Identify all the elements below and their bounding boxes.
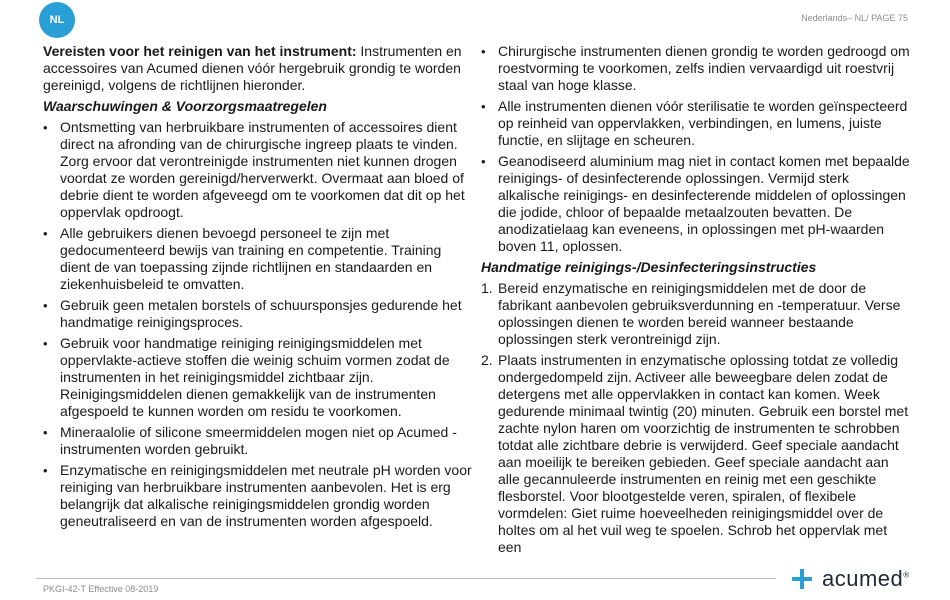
warning-item: • Mineraalolie of silicone smeermiddelen mogen niet op Acumed -instrumenten worden gebruikt. [43, 424, 473, 458]
plus-icon [790, 567, 814, 591]
step-number: 2. [481, 352, 493, 368]
left-column [43, 43, 473, 534]
step-text: Bereid enzymatische en reinigingsmiddelen met de door de fabrikant aanbevolen gebruiksverdunning en -temperatuur. Verse oplossingen dienen te worden bereid wanneer bestaande oplossingen sterk verontreinigd zijn. [498, 280, 901, 347]
logo-text: acumed® [822, 566, 910, 591]
warning-item: • Alle gebruikers dienen bevoegd personeel te zijn met gedocumenteerd bewijs van training en competentie. Training dient de van toepassing zijnde richtlijnen en standaarden en ziekenhuisbeleid te omvatten. [43, 225, 473, 293]
warning-item: • Gebruik voor handmatige reiniging reinigingsmiddelen met oppervlakte-actieve stoffen die weinig schuim vormen zodat de instrumenten in het reinigingsmiddel zichtbaar zijn. Reinigingsmiddelen dienen gemakkelijk van de instrumenten afgespoeld te kunnen worden om residu te voorkomen. [43, 335, 473, 420]
warning-item: • Gebruik geen metalen borstels of schuursponsjes gedurende het handmatige reinigingsproces. [43, 297, 473, 331]
intro-bold: Vereisten voor het reinigen van het instrument: [43, 43, 357, 59]
step-number: 1. [481, 280, 493, 296]
step-item [481, 352, 911, 556]
right-column [481, 43, 911, 560]
intro-paragraph [43, 43, 473, 94]
precautions-list [481, 43, 911, 255]
page-label: Nederlands– NL/ PAGE 75 [801, 13, 908, 23]
step-text: Plaats instrumenten in enzymatische oplossing totdat ze volledig ondergedompeld zijn. Activeer alle beweegbare delen zodat de detergens met alle oppervlakken in contact kan komen. Week gedurende minimaal twintig (20) minuten. Gebruik een borstel met zachte nylon haren om voorzichtig de instrumenten te schrobben totdat alle zichtbare debrie is verwijderd. Geef speciale aandacht aan moeilijk te bereiken gebieden. Geef speciale aandacht aan alle gecannuleerde instrumenten en reinig met een geschikte flesborstel. Voor blootgestelde veren, spiralen, of flexibele vormdelen: Giet ruime hoeveelheden reinigingsmiddel over de holtes om al het vuil weg te spoelen. Schrob het oppervlak met een [498, 352, 909, 555]
acumed-logo [790, 566, 910, 592]
step-item [481, 280, 911, 348]
precaution-item: • Alle instrumenten dienen vóór sterilisatie te worden geïnspecteerd op reinheid van oppervlakken, verbindingen, en lumens, juiste functie, en slijtage en scheuren. [481, 98, 911, 149]
intro-text: Instrumenten en accessoires van Acumed dienen vóór hergebruik grondig te worden gereinigd, volgens de richtlijnen hieronder. [43, 43, 462, 93]
document-code: PKGI-42-T Effective 08-2019 [43, 584, 159, 594]
warnings-list [43, 119, 473, 530]
warnings-heading: Waarschuwingen & Voorzorgsmaatregelen [43, 98, 327, 114]
footer-divider [36, 578, 776, 579]
manual-cleaning-steps [481, 280, 911, 556]
manual-cleaning-heading: Handmatige reinigings-/Desinfecteringsinstructies [481, 259, 817, 275]
language-badge: NL [39, 2, 75, 38]
precaution-item: • Chirurgische instrumenten dienen grondig te worden gedroogd om roestvorming te voorkomen, zelfs indien vervaardigd uit roestvrij staal van hoge klasse. [481, 43, 911, 94]
precaution-item: • Geanodiseerd aluminium mag niet in contact komen met bepaalde reinigings- of desinfecterende oplossingen. Vermijd sterk alkalische reinigings- en desinfecterende middelen of oplossingen die jodide, chloor of bepaalde metaalzouten bevatten. De anodizatielaag kan eveneens, in oplossingen met pH-waarden boven 11, oplossen. [481, 153, 911, 255]
warning-item: • Enzymatische en reinigingsmiddelen met neutrale pH worden voor reiniging van herbruikbare instrumenten aanbevolen. Het is erg belangrijk dat alkalische reinigingsmiddelen grondig worden geneutraliseerd en van de instrumenten worden afgespoeld. [43, 462, 473, 530]
warning-item: • Ontsmetting van herbruikbare instrumenten of accessoires dient direct na afronding van de chirurgische ingreep plaats te vinden. Zorg ervoor dat verontreinigde instrumenten niet kunnen drogen voordat ze worden gereinigd/herverwerkt. Overmaat aan bloed of debrie dient te worden afgeveegd om te voorkomen dat dit op het oppervlak opdroogt. [43, 119, 473, 221]
